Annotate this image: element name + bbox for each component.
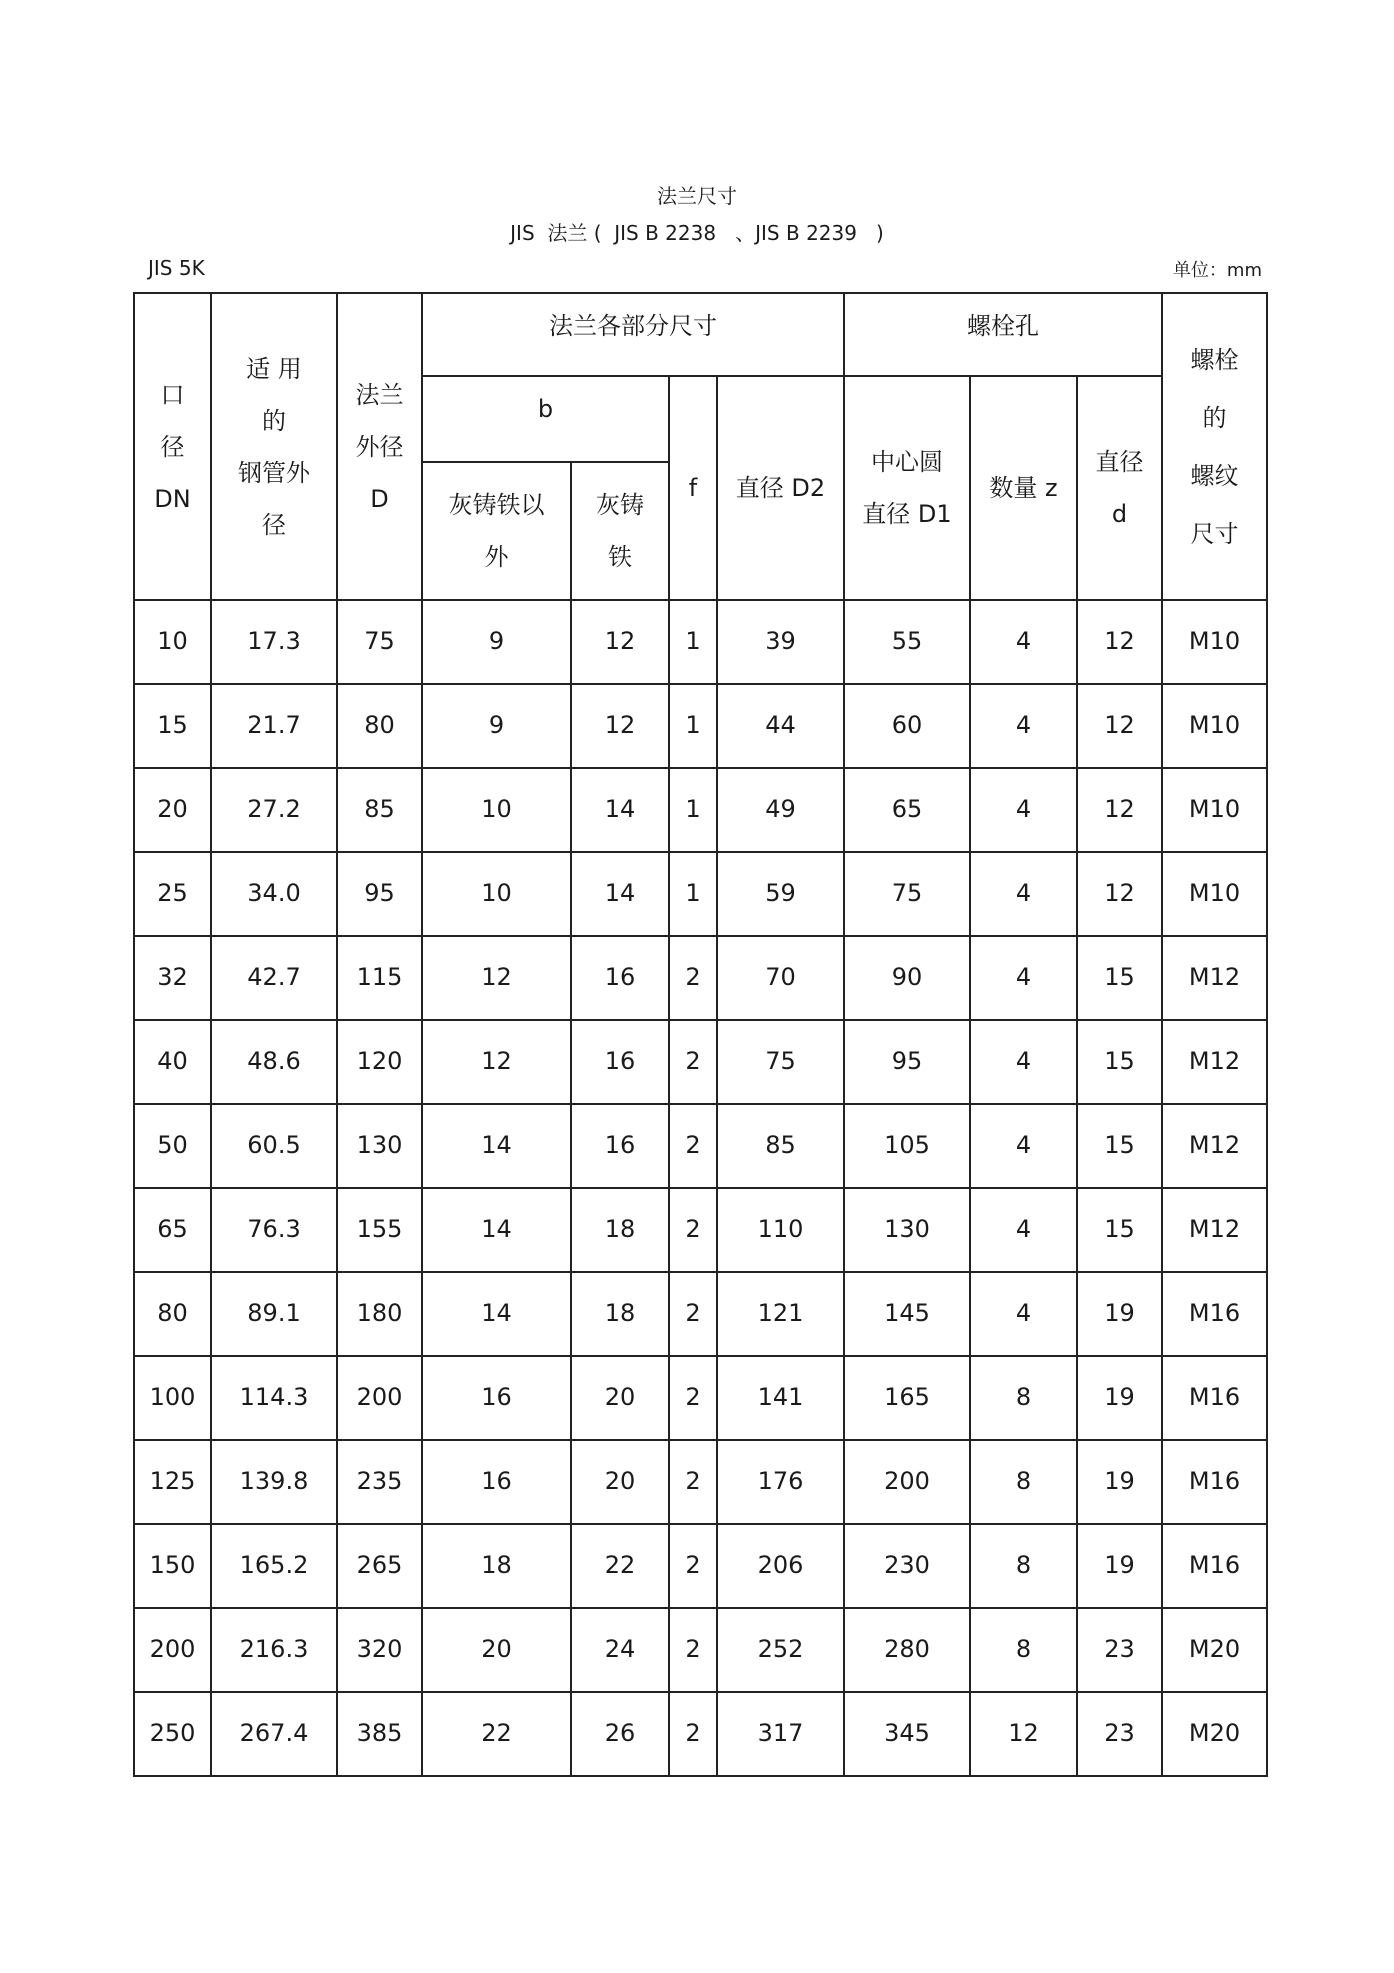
cell-thread: M12 — [1162, 936, 1267, 1020]
cell-z: 4 — [970, 1188, 1077, 1272]
cell-pipe-od: 34.0 — [211, 852, 337, 936]
cell-d2: 85 — [717, 1104, 844, 1188]
cell-pipe-od: 27.2 — [211, 768, 337, 852]
cell-d2: 70 — [717, 936, 844, 1020]
cell-dn: 65 — [134, 1188, 211, 1272]
cell-b-cast-iron: 24 — [571, 1608, 669, 1692]
cell-z: 8 — [970, 1440, 1077, 1524]
cell-z: 4 — [970, 768, 1077, 852]
cell-dn: 125 — [134, 1440, 211, 1524]
table-row — [134, 1440, 1267, 1524]
cell-dn: 15 — [134, 684, 211, 768]
cell-f: 1 — [669, 600, 717, 684]
cell-z: 4 — [970, 936, 1077, 1020]
cell-d1: 145 — [844, 1272, 970, 1356]
cell-d: 15 — [1077, 1104, 1162, 1188]
cell-dn: 150 — [134, 1524, 211, 1608]
cell-b-cast-iron: 18 — [571, 1272, 669, 1356]
cell-thread: M12 — [1162, 1188, 1267, 1272]
header-d2: 直径 D2 — [717, 376, 844, 600]
cell-b-cast-iron: 14 — [571, 852, 669, 936]
cell-thread: M16 — [1162, 1272, 1267, 1356]
cell-d: 23 — [1077, 1608, 1162, 1692]
cell-b-cast-iron: 20 — [571, 1356, 669, 1440]
cell-d1: 55 — [844, 600, 970, 684]
cell-b-non-cast-iron: 14 — [422, 1188, 571, 1272]
cell-d: 15 — [1077, 1020, 1162, 1104]
table-row — [134, 684, 1267, 768]
header-b: b — [422, 376, 669, 462]
cell-flange-od: 85 — [337, 768, 422, 852]
cell-d: 15 — [1077, 1188, 1162, 1272]
cell-pipe-od: 216.3 — [211, 1608, 337, 1692]
cell-z: 4 — [970, 1104, 1077, 1188]
cell-b-cast-iron: 12 — [571, 600, 669, 684]
cell-d2: 44 — [717, 684, 844, 768]
cell-thread: M16 — [1162, 1356, 1267, 1440]
cell-d1: 280 — [844, 1608, 970, 1692]
cell-thread: M16 — [1162, 1524, 1267, 1608]
cell-thread: M20 — [1162, 1608, 1267, 1692]
cell-d2: 141 — [717, 1356, 844, 1440]
cell-thread: M16 — [1162, 1440, 1267, 1524]
cell-d: 12 — [1077, 600, 1162, 684]
header-d: 直径 d — [1077, 376, 1162, 600]
cell-flange-od: 180 — [337, 1272, 422, 1356]
header-b-non-cast-iron: 灰铸铁以 外 — [422, 462, 571, 600]
cell-d1: 130 — [844, 1188, 970, 1272]
cell-b-non-cast-iron: 20 — [422, 1608, 571, 1692]
cell-flange-od: 80 — [337, 684, 422, 768]
cell-dn: 250 — [134, 1692, 211, 1776]
standard-label: JIS 5K — [148, 256, 205, 280]
cell-d: 12 — [1077, 768, 1162, 852]
cell-thread: M10 — [1162, 852, 1267, 936]
cell-pipe-od: 267.4 — [211, 1692, 337, 1776]
cell-flange-od: 265 — [337, 1524, 422, 1608]
header-f: f — [669, 376, 717, 600]
cell-b-cast-iron: 18 — [571, 1188, 669, 1272]
cell-f: 1 — [669, 768, 717, 852]
document-subtitle: JIS 法兰 ( JIS B 2238 、JIS B 2239 ) — [510, 221, 884, 245]
cell-dn: 100 — [134, 1356, 211, 1440]
cell-b-non-cast-iron: 14 — [422, 1272, 571, 1356]
table-row — [134, 1356, 1267, 1440]
cell-d2: 75 — [717, 1020, 844, 1104]
cell-d2: 317 — [717, 1692, 844, 1776]
cell-z: 8 — [970, 1356, 1077, 1440]
cell-f: 2 — [669, 1608, 717, 1692]
cell-pipe-od: 42.7 — [211, 936, 337, 1020]
cell-f: 2 — [669, 1020, 717, 1104]
cell-d1: 230 — [844, 1524, 970, 1608]
cell-d1: 60 — [844, 684, 970, 768]
cell-flange-od: 200 — [337, 1356, 422, 1440]
cell-b-cast-iron: 16 — [571, 1020, 669, 1104]
table-row — [134, 852, 1267, 936]
cell-flange-od: 385 — [337, 1692, 422, 1776]
cell-d1: 90 — [844, 936, 970, 1020]
cell-dn: 200 — [134, 1608, 211, 1692]
cell-thread: M12 — [1162, 1020, 1267, 1104]
header-bolt-hole: 螺栓孔 — [844, 293, 1162, 376]
table-row — [134, 936, 1267, 1020]
cell-z: 12 — [970, 1692, 1077, 1776]
table-row — [134, 1188, 1267, 1272]
cell-d2: 206 — [717, 1524, 844, 1608]
cell-pipe-od: 114.3 — [211, 1356, 337, 1440]
cell-pipe-od: 89.1 — [211, 1272, 337, 1356]
cell-b-cast-iron: 20 — [571, 1440, 669, 1524]
cell-f: 1 — [669, 852, 717, 936]
cell-flange-od: 75 — [337, 600, 422, 684]
cell-z: 4 — [970, 684, 1077, 768]
cell-thread: M10 — [1162, 684, 1267, 768]
cell-d2: 59 — [717, 852, 844, 936]
cell-d1: 95 — [844, 1020, 970, 1104]
cell-dn: 40 — [134, 1020, 211, 1104]
cell-flange-od: 120 — [337, 1020, 422, 1104]
cell-f: 2 — [669, 1524, 717, 1608]
cell-d: 23 — [1077, 1692, 1162, 1776]
cell-f: 1 — [669, 684, 717, 768]
cell-flange-od: 155 — [337, 1188, 422, 1272]
cell-d: 15 — [1077, 936, 1162, 1020]
cell-dn: 25 — [134, 852, 211, 936]
cell-d: 19 — [1077, 1524, 1162, 1608]
cell-pipe-od: 76.3 — [211, 1188, 337, 1272]
cell-dn: 32 — [134, 936, 211, 1020]
cell-d2: 110 — [717, 1188, 844, 1272]
cell-z: 4 — [970, 852, 1077, 936]
cell-d1: 165 — [844, 1356, 970, 1440]
cell-d1: 75 — [844, 852, 970, 936]
cell-thread: M10 — [1162, 768, 1267, 852]
cell-z: 4 — [970, 1020, 1077, 1104]
header-b-cast-iron: 灰铸 铁 — [571, 462, 669, 600]
cell-flange-od: 130 — [337, 1104, 422, 1188]
header-flange-parts: 法兰各部分尺寸 — [422, 293, 844, 376]
cell-d2: 176 — [717, 1440, 844, 1524]
cell-b-non-cast-iron: 18 — [422, 1524, 571, 1608]
document-title: 法兰尺寸 — [657, 184, 737, 208]
cell-f: 2 — [669, 1692, 717, 1776]
cell-b-non-cast-iron: 16 — [422, 1356, 571, 1440]
table-row — [134, 600, 1267, 684]
header-thread: 螺栓 的 螺纹 尺寸 — [1162, 293, 1267, 600]
cell-b-non-cast-iron: 12 — [422, 1020, 571, 1104]
cell-dn: 50 — [134, 1104, 211, 1188]
cell-flange-od: 115 — [337, 936, 422, 1020]
cell-d: 12 — [1077, 852, 1162, 936]
table-row — [134, 1608, 1267, 1692]
cell-pipe-od: 48.6 — [211, 1020, 337, 1104]
cell-z: 8 — [970, 1524, 1077, 1608]
cell-dn: 20 — [134, 768, 211, 852]
cell-b-cast-iron: 22 — [571, 1524, 669, 1608]
cell-b-cast-iron: 16 — [571, 936, 669, 1020]
cell-z: 4 — [970, 600, 1077, 684]
table-row — [134, 1272, 1267, 1356]
cell-pipe-od: 165.2 — [211, 1524, 337, 1608]
unit-label: 单位：mm — [1172, 260, 1262, 281]
cell-d2: 49 — [717, 768, 844, 852]
flange-dimension-table — [133, 292, 1268, 1777]
cell-b-non-cast-iron: 10 — [422, 852, 571, 936]
cell-f: 2 — [669, 936, 717, 1020]
cell-b-cast-iron: 26 — [571, 1692, 669, 1776]
cell-pipe-od: 21.7 — [211, 684, 337, 768]
cell-f: 2 — [669, 1104, 717, 1188]
cell-d2: 121 — [717, 1272, 844, 1356]
cell-d1: 200 — [844, 1440, 970, 1524]
cell-f: 2 — [669, 1188, 717, 1272]
cell-b-non-cast-iron: 9 — [422, 684, 571, 768]
header-d1: 中心圆 直径 D1 — [844, 376, 970, 600]
cell-d2: 252 — [717, 1608, 844, 1692]
cell-d1: 105 — [844, 1104, 970, 1188]
table-row — [134, 1524, 1267, 1608]
cell-b-cast-iron: 12 — [571, 684, 669, 768]
cell-b-non-cast-iron: 10 — [422, 768, 571, 852]
cell-thread: M20 — [1162, 1692, 1267, 1776]
cell-z: 8 — [970, 1608, 1077, 1692]
cell-b-non-cast-iron: 22 — [422, 1692, 571, 1776]
cell-b-non-cast-iron: 12 — [422, 936, 571, 1020]
cell-f: 2 — [669, 1440, 717, 1524]
cell-f: 2 — [669, 1272, 717, 1356]
cell-flange-od: 95 — [337, 852, 422, 936]
cell-flange-od: 320 — [337, 1608, 422, 1692]
header-flange-od: 法兰 外径 D — [337, 293, 422, 600]
header-pipe-od: 适 用 的 钢管外 径 — [211, 293, 337, 600]
cell-pipe-od: 17.3 — [211, 600, 337, 684]
cell-thread: M12 — [1162, 1104, 1267, 1188]
cell-d: 19 — [1077, 1272, 1162, 1356]
cell-pipe-od: 60.5 — [211, 1104, 337, 1188]
cell-b-cast-iron: 16 — [571, 1104, 669, 1188]
cell-dn: 10 — [134, 600, 211, 684]
cell-d1: 345 — [844, 1692, 970, 1776]
header-z: 数量 z — [970, 376, 1077, 600]
cell-pipe-od: 139.8 — [211, 1440, 337, 1524]
cell-b-non-cast-iron: 14 — [422, 1104, 571, 1188]
cell-d: 19 — [1077, 1440, 1162, 1524]
cell-b-cast-iron: 14 — [571, 768, 669, 852]
cell-d2: 39 — [717, 600, 844, 684]
cell-z: 4 — [970, 1272, 1077, 1356]
cell-b-non-cast-iron: 9 — [422, 600, 571, 684]
cell-d: 19 — [1077, 1356, 1162, 1440]
table-row — [134, 1692, 1267, 1776]
table-row — [134, 768, 1267, 852]
cell-b-non-cast-iron: 16 — [422, 1440, 571, 1524]
header-dn: 口 径 DN — [134, 293, 211, 600]
cell-flange-od: 235 — [337, 1440, 422, 1524]
cell-dn: 80 — [134, 1272, 211, 1356]
table-row — [134, 1020, 1267, 1104]
table-row — [134, 1104, 1267, 1188]
cell-d: 12 — [1077, 684, 1162, 768]
cell-d1: 65 — [844, 768, 970, 852]
cell-f: 2 — [669, 1356, 717, 1440]
cell-thread: M10 — [1162, 600, 1267, 684]
